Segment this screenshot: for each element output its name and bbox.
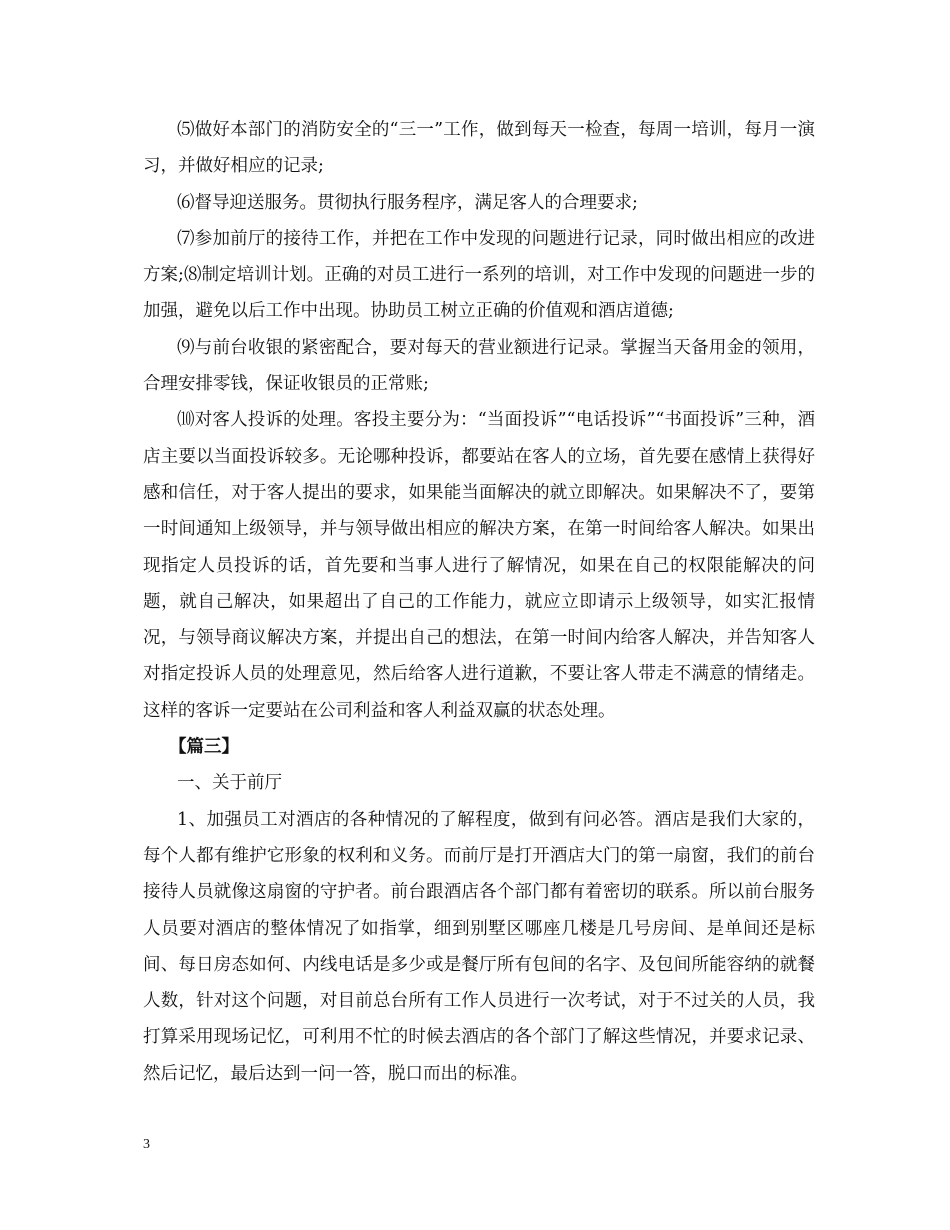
section-heading: 【篇三】 [169, 737, 239, 758]
page-number: 3 [143, 1137, 150, 1152]
paragraph-item-7-8: ⑺参加前厅的接待工作，并把在工作中发现的问题进行记录，同时做出相应的改进方案;⑻制定培训计划。正确的对员工进行一系列的培训，对工作中发现的问题进一步的加强，避免以后工作中出现。协助员工树立正确的价值观和酒店道德; [143, 228, 815, 322]
paragraph-item-10: ⑽对客人投诉的处理。客投主要分为：“当面投诉”“电话投诉”“书面投诉”三种，酒店主要以当面投诉较多。无论哪种投诉，都要站在客人的立场，首先要在感情上获得好感和信任，对于客人提出的要求，如果能当面解决的就立即解决。如果解决不了，要第一时间通知上级领导，并与领导做出相应的解决方案，在第一时间给客人解决。如果出现指定人员投诉的话，首先要和当事人进行了解情况，如果在自己的权限能解决的问题，就自己解决，如果超出了自己的工作能力，就应立即请示上级领导，如实汇报情况，与领导商议解决方案，并提出自己的想法，在第一时间内给客人解决，并告知客人对指定投诉人员的处理意见，然后给客人进行道歉，不要让客人带走不满意的情绪走。这样的客诉一定要站在公司利益和客人利益双赢的状态处理。 [143, 410, 815, 721]
paragraph-front-desk: 1、加强员工对酒店的各种情况的了解程度，做到有问必答。酒店是我们大家的，每个人都有维护它形象的权利和义务。而前厅是打开酒店大门的第一扇窗，我们的前台接待人员就像这扇窗的守护者。前台跟酒店各个部门都有着密切的联系。所以前台服务人员要对酒店的整体情况了如指掌，细到别墅区哪座几楼是几号房间、是单间还是标间、每日房态如何、内线电话是多少或是餐厅所有包间的名字、及包间所能容纳的就餐人数，针对这个问题，对目前总台所有工作人员进行一次考试，对于不过关的人员，我打算采用现场记忆，可利用不忙的时候去酒店的各个部门了解这些情况，并要求记录、然后记忆，最后达到一问一答，脱口而出的标准。 [143, 809, 815, 1084]
document-body [143, 112, 815, 1092]
paragraph-item-6: ⑹督导迎送服务。贯彻执行服务程序，满足客人的合理要求; [177, 192, 638, 213]
subheading: 一、关于前厅 [177, 773, 282, 794]
paragraph-item-5: ⑸做好本部门的消防安全的“三一”工作，做到每天一检查，每周一培训，每月一演习，并做好相应的记录; [143, 120, 815, 177]
paragraph-item-9: ⑼与前台收银的紧密配合，要对每天的营业额进行记录。掌握当天备用金的领用，合理安排零钱，保证收银员的正常账; [143, 337, 815, 395]
